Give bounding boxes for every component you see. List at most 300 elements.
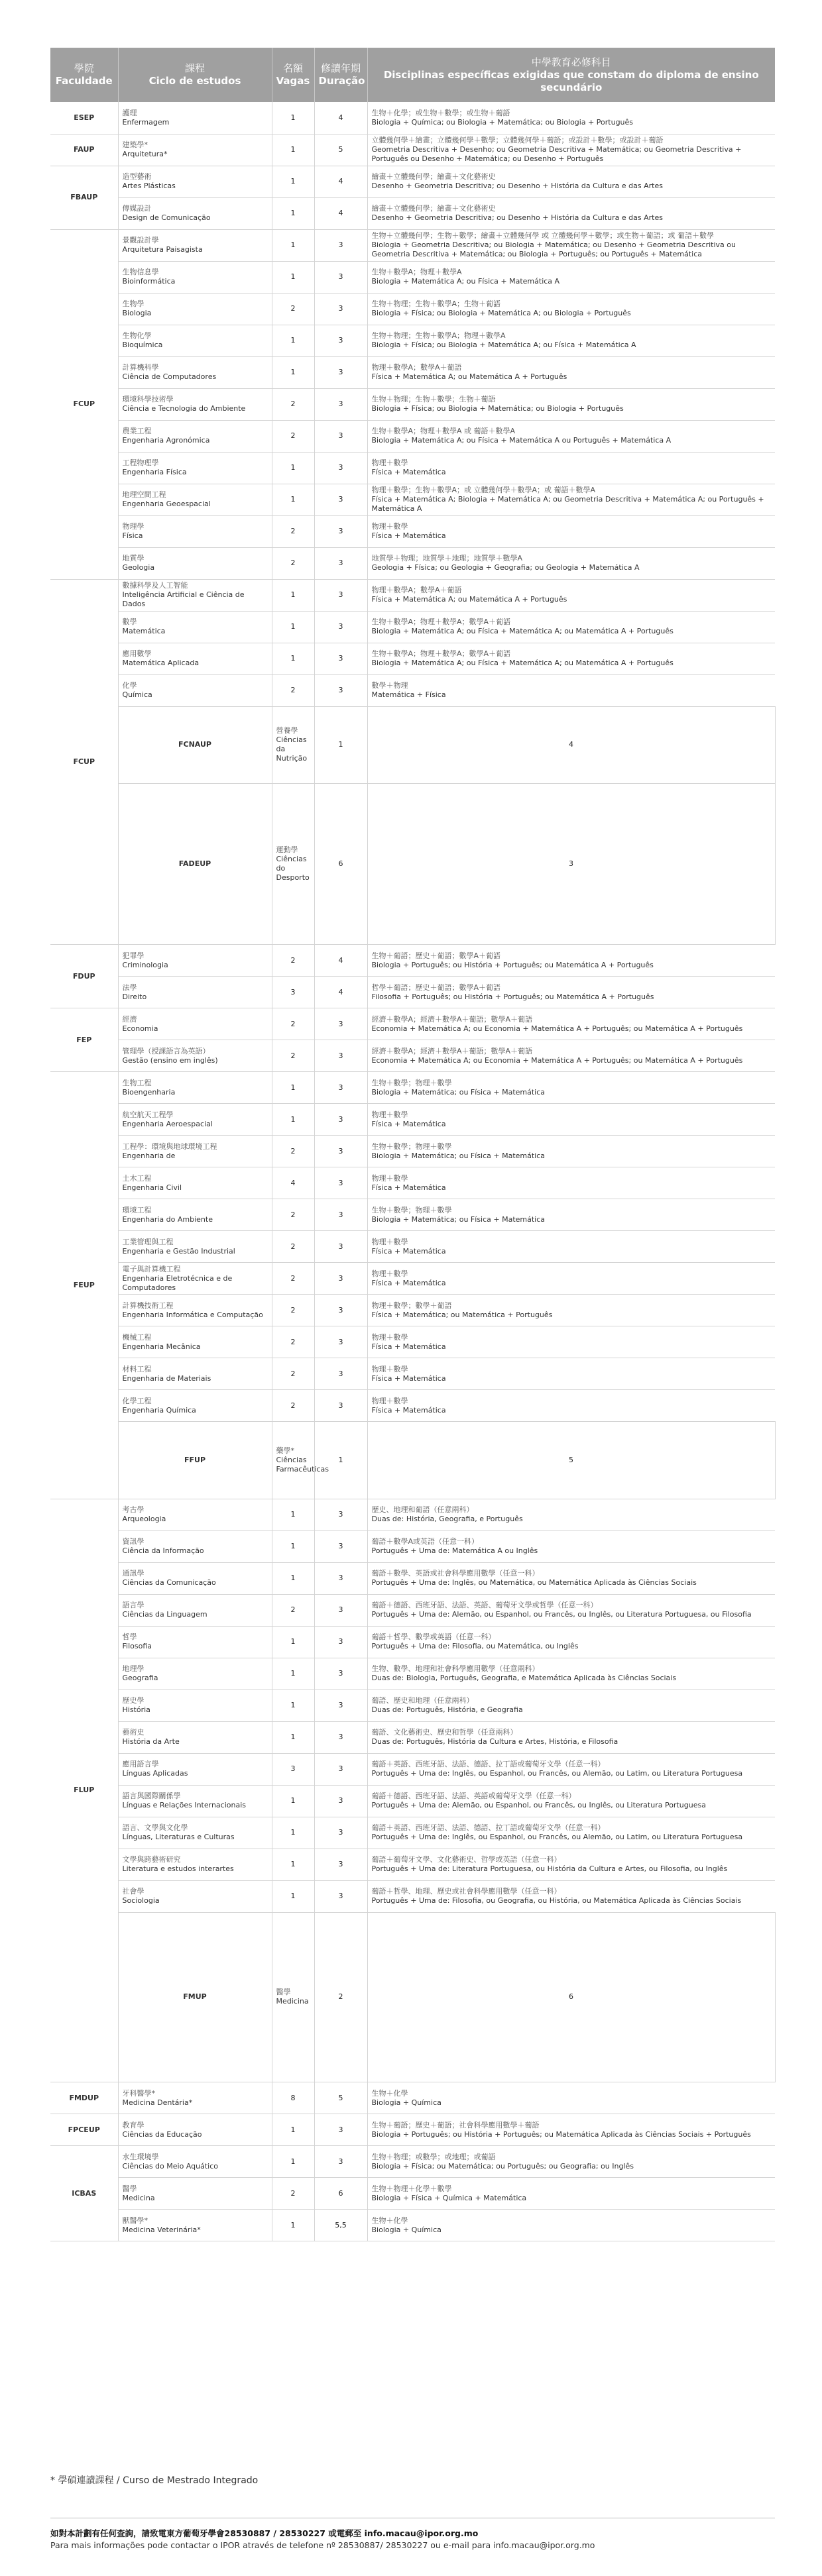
- course-name-pt: Arqueologia: [122, 1515, 166, 1523]
- faculty-cell: FEUP: [50, 1072, 118, 1499]
- table-row: [50, 1231, 775, 1263]
- course-cell: [118, 134, 272, 166]
- requirements-zh: 物理＋數學: [371, 522, 408, 531]
- requirements-pt: Duas de: Português, História da Cultura e Artes, História, e Filosofia: [371, 1737, 618, 1746]
- header-faculty: 學院 Faculdade: [50, 48, 118, 102]
- course-name-pt: Economia: [122, 1024, 158, 1033]
- course-name-zh: 環境科學技術學: [122, 395, 174, 403]
- duration-cell: 3: [314, 2146, 367, 2178]
- requirements-pt: Biologia + Física + Química + Matemática: [371, 2193, 527, 2202]
- course-cell: [118, 452, 272, 484]
- course-name-zh: 通訊學: [122, 1569, 145, 1578]
- course-name-pt: Literatura e estudos interartes: [122, 1864, 234, 1873]
- course-cell: [118, 515, 272, 547]
- requirements-cell: [367, 1072, 775, 1104]
- requirements-pt: Biologia + Química: [371, 2098, 441, 2107]
- requirements-cell: [367, 945, 775, 977]
- course-cell: [118, 611, 272, 643]
- requirements-pt: Economia + Matemática A; ou Economia + Matemática A + Português; ou Matemática A + Português: [371, 1024, 743, 1033]
- vagas-cell: 1: [272, 2146, 314, 2178]
- duration-cell: 6: [367, 1912, 775, 2082]
- contact-info: [50, 2518, 775, 2551]
- table-row: [50, 1326, 775, 1358]
- course-name-zh: 水生環境學: [122, 2152, 159, 2161]
- course-cell: [272, 706, 314, 784]
- course-name-pt: Design de Comunicação: [122, 213, 211, 222]
- requirements-pt: Física + Matemática: [371, 1183, 446, 1192]
- requirements-zh: 葡語、歷史和地理（任意兩科）: [371, 1696, 474, 1705]
- requirements-cell: [367, 1499, 775, 1530]
- duration-cell: 4: [367, 706, 775, 784]
- vagas-cell: 2: [272, 1295, 314, 1326]
- vagas-cell: 1: [272, 1104, 314, 1136]
- course-name-zh: 景觀設計學: [122, 236, 159, 244]
- requirements-pt: Física + Matemática: [371, 1246, 446, 1256]
- course-cell: [118, 261, 272, 293]
- vagas-cell: 1: [272, 579, 314, 611]
- requirements-cell: [367, 1040, 775, 1072]
- course-cell: [118, 1530, 272, 1562]
- course-name-pt: Ciência e Tecnologia do Ambiente: [122, 404, 246, 413]
- course-name-zh: 計算機技術工程: [122, 1301, 174, 1310]
- requirements-pt: Português + Uma de: Literatura Portuguesa, ou História da Cultura e Artes, ou Filosofia, ou Inglês: [371, 1864, 728, 1873]
- requirements-pt: Português + Uma de: Matemática A ou Inglês: [371, 1546, 538, 1555]
- requirements-cell: [367, 484, 775, 515]
- vagas-cell: 1: [272, 1562, 314, 1594]
- table-row: [50, 452, 775, 484]
- requirements-pt: Biologia + Física; ou Biologia + Matemática A; ou Física + Matemática A: [371, 341, 636, 349]
- requirements-cell: [367, 2178, 775, 2210]
- requirements-pt: Biologia + Português; ou História + Português; ou Matemática Aplicada às Ciências Sociais + Português: [371, 2129, 751, 2139]
- vagas-cell: 1: [272, 1658, 314, 1690]
- table-row: [50, 1040, 775, 1072]
- header-course: 課程 Ciclo de estudos: [118, 48, 272, 102]
- table-row: [50, 293, 775, 325]
- duration-cell: 4: [314, 166, 367, 197]
- course-cell: [118, 1753, 272, 1785]
- faculty-cell: FMDUP: [50, 2082, 118, 2114]
- requirements-zh: 生物＋立體幾何學；生物＋數學；繪畫＋立體幾何學 或 立體幾何學＋數學；或生物＋葡語；或 葡語＋數學: [371, 231, 714, 240]
- duration-cell: 3: [314, 1358, 367, 1390]
- vagas-cell: 2: [272, 674, 314, 706]
- vagas-cell: 1: [272, 1849, 314, 1880]
- duration-cell: 3: [314, 515, 367, 547]
- requirements-cell: [367, 1263, 775, 1295]
- course-name-zh: 地理學: [122, 1664, 145, 1673]
- requirements-pt: Biologia + Matemática; ou Física + Matemática: [371, 1087, 546, 1097]
- table-row: [50, 2146, 775, 2178]
- requirements-zh: 物理＋數學: [371, 1396, 408, 1405]
- footnote: * 學碩連讀課程 / Curso de Mestrado Integrado: [50, 2475, 259, 2486]
- course-name-pt: Engenharia Informática e Computação: [122, 1310, 263, 1319]
- duration-cell: 3: [314, 1040, 367, 1072]
- duration-cell: 3: [314, 261, 367, 293]
- duration-cell: 3: [367, 784, 775, 945]
- requirements-cell: [367, 515, 775, 547]
- vagas-cell: 2: [272, 2178, 314, 2210]
- duration-cell: 3: [314, 643, 367, 674]
- table-row: [50, 1358, 775, 1390]
- duration-cell: 3: [314, 1594, 367, 1626]
- requirements-cell: [367, 1231, 775, 1263]
- course-name-zh: 語言學: [122, 1601, 145, 1609]
- course-name-pt: Biologia: [122, 309, 152, 317]
- course-cell: [118, 1326, 272, 1358]
- requirements-cell: [367, 229, 775, 261]
- course-name-zh: 歷史學: [122, 1696, 145, 1705]
- course-name-pt: Engenharia de Materiais: [122, 1373, 211, 1383]
- requirements-zh: 葡語＋葡萄牙文學、文化藝術史、哲學或英語（任意一科）: [371, 1855, 561, 1864]
- course-name-pt: Artes Plásticas: [122, 182, 176, 190]
- faculty-cell: FEP: [50, 1008, 118, 1072]
- duration-cell: 4: [314, 102, 367, 134]
- requirements-zh: 生物＋物理；或數學；或地理；或葡語: [371, 2152, 496, 2161]
- table-row: [50, 1849, 775, 1880]
- requirements-zh: 葡語＋哲學、數學或英語（任意一科）: [371, 1633, 496, 1641]
- duration-cell: 3: [314, 1008, 367, 1040]
- vagas-cell: 6: [314, 784, 367, 945]
- duration-cell: 3: [314, 1136, 367, 1167]
- courses-table: [50, 48, 775, 2241]
- vagas-cell: 1: [272, 1530, 314, 1562]
- faculty-cell: FMUP: [118, 1912, 272, 2082]
- requirements-pt: Biologia + Geometria Descritiva; ou Biologia + Matemática; ou Desenho + Geometria Descritiva ou Geometria Descritiva + Matemática; ou Biologia + Português; ou Português + Matemática: [371, 241, 736, 258]
- table-row: [50, 1104, 775, 1136]
- duration-cell: 3: [314, 1263, 367, 1295]
- table-row: [50, 1817, 775, 1849]
- requirements-pt: Desenho + Geometria Descritiva; ou Desenho + História da Cultura e das Artes: [371, 182, 663, 190]
- requirements-pt: Duas de: Biologia, Português, Geografia, e Matemática Aplicada às Ciências Sociais: [371, 1674, 677, 1682]
- requirements-zh: 物理＋數學: [371, 1364, 408, 1373]
- vagas-cell: 3: [272, 1753, 314, 1785]
- requirements-pt: Física + Matemática: [371, 1278, 446, 1287]
- requirements-cell: [367, 1104, 775, 1136]
- vagas-cell: 2: [272, 1326, 314, 1358]
- course-name-pt: Sociologia: [122, 1896, 160, 1905]
- table-row: [50, 1785, 775, 1817]
- faculty-cell: FFUP: [118, 1422, 272, 1499]
- course-cell: [118, 1594, 272, 1626]
- course-name-pt: Engenharia e Gestão Industrial: [122, 1246, 235, 1256]
- course-name-zh: 生物工程: [122, 1078, 152, 1087]
- course-name-pt: Ciência da Informação: [122, 1546, 204, 1555]
- table-row: [50, 1594, 775, 1626]
- requirements-pt: Português + Uma de: Alemão, ou Espanhol, ou Francês, ou Inglês, ou Literatura Portuguesa: [371, 1801, 706, 1809]
- course-name-zh: 藥學*: [276, 1446, 294, 1455]
- requirements-zh: 生物＋數學；物理＋數學: [371, 1142, 452, 1151]
- vagas-cell: 1: [272, 325, 314, 356]
- requirements-pt: Biologia + Matemática A; ou Física + Matemática A: [371, 277, 560, 286]
- course-name-pt: Medicina Veterinária*: [122, 2225, 201, 2234]
- requirements-cell: [367, 293, 775, 325]
- requirements-cell: [367, 1849, 775, 1880]
- table-row: [50, 1658, 775, 1690]
- requirements-zh: 生物＋數學A；物理＋數學A 或 葡語＋數學A: [371, 427, 516, 435]
- course-name-pt: Medicina Dentária*: [122, 2098, 193, 2107]
- vagas-cell: 1: [272, 197, 314, 229]
- course-cell: [272, 784, 314, 945]
- course-name-pt: Ciências da Educação: [122, 2129, 202, 2139]
- requirements-zh: 數學＋物理: [371, 681, 408, 690]
- requirements-cell: [367, 452, 775, 484]
- course-name-zh: 語言與國際關係學: [122, 1792, 181, 1800]
- table-row: [50, 1690, 775, 1721]
- table-row: [50, 1263, 775, 1295]
- requirements-pt: Biologia + Matemática; ou Física + Matemática: [371, 1151, 546, 1160]
- duration-cell: 3: [314, 229, 367, 261]
- requirements-pt: Geometria Descritiva + Desenho; ou Geometria Descritiva + Matemática; ou Geometria Descritiva + Português ou Desenho + Matemática; ou Desenho + Português: [371, 145, 742, 163]
- course-cell: [118, 1231, 272, 1263]
- vagas-cell: 2: [272, 945, 314, 977]
- table-row: [50, 515, 775, 547]
- course-name-zh: 資訊學: [122, 1537, 145, 1546]
- duration-cell: 3: [314, 1167, 367, 1199]
- duration-cell: 3: [314, 1231, 367, 1263]
- vagas-cell: 1: [272, 1721, 314, 1753]
- course-cell: [118, 1817, 272, 1849]
- course-name-pt: Engenharia Geoespacial: [122, 500, 211, 508]
- requirements-cell: [367, 1530, 775, 1562]
- requirements-cell: [367, 1690, 775, 1721]
- course-name-zh: 牙科醫學*: [122, 2088, 155, 2098]
- faculty-cell: FAUP: [50, 134, 118, 166]
- duration-cell: 3: [314, 1530, 367, 1562]
- requirements-zh: 生物＋物理；生物＋數學A；生物＋葡語: [371, 299, 501, 308]
- course-cell: [118, 1263, 272, 1295]
- requirements-cell: [367, 2210, 775, 2241]
- course-cell: [118, 1040, 272, 1072]
- requirements-cell: [367, 1658, 775, 1690]
- requirements-cell: [367, 1594, 775, 1626]
- requirements-zh: 物理＋數學: [371, 1173, 408, 1183]
- course-name-zh: 工業管理與工程: [122, 1237, 174, 1246]
- course-name-pt: Engenharia Mecânica: [122, 1342, 201, 1351]
- requirements-cell: [367, 420, 775, 452]
- faculty-cell: ICBAS: [50, 2146, 118, 2241]
- requirements-cell: [367, 134, 775, 166]
- course-name-zh: 航空航天工程學: [122, 1110, 174, 1119]
- table-row: [50, 102, 775, 134]
- course-name-pt: Engenharia de: [122, 1151, 176, 1160]
- requirements-zh: 生物＋數學；物理＋數學: [371, 1205, 452, 1214]
- course-cell: [118, 1626, 272, 1658]
- course-cell: [118, 102, 272, 134]
- requirements-cell: [367, 261, 775, 293]
- requirements-pt: Física + Matemática A; ou Matemática A + Português: [371, 595, 567, 604]
- requirements-cell: [367, 325, 775, 356]
- vagas-cell: 2: [272, 1199, 314, 1231]
- duration-cell: 3: [314, 1817, 367, 1849]
- duration-cell: 3: [314, 1295, 367, 1326]
- vagas-cell: 3: [272, 977, 314, 1008]
- course-name-zh: 農業工程: [122, 427, 152, 435]
- requirements-zh: 物理＋數學: [371, 1110, 408, 1119]
- course-name-pt: Engenharia Aeroespacial: [122, 1119, 213, 1128]
- vagas-cell: 2: [272, 1263, 314, 1295]
- requirements-pt: Biologia + Matemática; ou Física + Matemática: [371, 1214, 546, 1224]
- course-name-zh: 電子與計算機工程: [122, 1264, 181, 1273]
- requirements-zh: 歷史、地理和葡語（任意兩科）: [371, 1505, 474, 1514]
- course-cell: [118, 197, 272, 229]
- course-name-zh: 生物化學: [122, 331, 152, 340]
- course-name-pt: Matemática Aplicada: [122, 659, 200, 667]
- course-name-pt: Engenharia Física: [122, 468, 187, 476]
- vagas-cell: 2: [272, 1390, 314, 1422]
- course-name-zh: 營養學: [276, 726, 298, 735]
- course-name-pt: Bioinformática: [122, 277, 176, 286]
- table-row: [50, 2178, 775, 2210]
- course-name-pt: Arquitetura*: [122, 150, 168, 158]
- duration-cell: 4: [314, 977, 367, 1008]
- course-name-pt: Matemática: [122, 627, 166, 635]
- duration-cell: 3: [314, 1626, 367, 1658]
- table-row: [50, 643, 775, 674]
- duration-cell: 3: [314, 1072, 367, 1104]
- course-name-pt: Bioquímica: [122, 341, 163, 349]
- faculty-cell: FPCEUP: [50, 2114, 118, 2146]
- duration-cell: 3: [314, 356, 367, 388]
- vagas-cell: 1: [272, 1499, 314, 1530]
- table-row: [50, 1562, 775, 1594]
- requirements-pt: Português + Uma de: Inglês, ou Espanhol, ou Francês, ou Alemão, ou Latim, ou Literatura Portuguesa: [371, 1833, 743, 1841]
- duration-cell: 3: [314, 452, 367, 484]
- requirements-zh: 物理＋數學；生物＋數學A；或 立體幾何學＋數學A；或 葡語＋數學A: [371, 486, 596, 494]
- requirements-zh: 立體幾何學＋繪畫；立體幾何學＋數學；立體幾何學＋葡語；或設計＋數學；或設計＋葡語: [371, 136, 664, 144]
- table-row: [50, 706, 775, 784]
- requirements-cell: [367, 1721, 775, 1753]
- course-cell: [118, 293, 272, 325]
- course-cell: [272, 1912, 314, 2082]
- course-name-pt: Engenharia Civil: [122, 1183, 182, 1192]
- requirements-pt: Duas de: História, Geografia, e Português: [371, 1515, 523, 1523]
- requirements-zh: 生物＋物理；生物＋數學；生物＋葡語: [371, 395, 496, 403]
- course-name-pt: Inteligência Artificial e Ciência de Dados: [122, 590, 245, 608]
- vagas-cell: 1: [272, 261, 314, 293]
- course-name-zh: 傳媒設計: [122, 204, 152, 213]
- requirements-pt: Física + Matemática A; Biologia + Matemática A; ou Geometria Descritiva + Matemática A; ou Português + Matemática A: [371, 495, 764, 513]
- course-name-zh: 藝術史: [122, 1728, 145, 1737]
- table-row: [50, 2210, 775, 2241]
- faculty-cell: FCNAUP: [118, 706, 272, 784]
- course-cell: [118, 1295, 272, 1326]
- course-name-pt: Ciências da Comunicação: [122, 1578, 216, 1587]
- faculty-cell: FADEUP: [118, 784, 272, 945]
- requirements-cell: [367, 2146, 775, 2178]
- course-name-zh: 土木工程: [122, 1173, 152, 1183]
- course-cell: [118, 1690, 272, 1721]
- contact-pt: Para mais informações pode contactar o IPOR através de telefone nº 28530887/ 28530227 ou e-mail para info.macau@ipor.org.mo: [50, 2540, 595, 2550]
- duration-cell: 4: [314, 197, 367, 229]
- course-name-zh: 哲學: [122, 1633, 137, 1641]
- table-row: [50, 1136, 775, 1167]
- duration-cell: 3: [314, 1499, 367, 1530]
- requirements-pt: Biologia + Português; ou História + Português; ou Matemática A + Português: [371, 960, 654, 969]
- course-name-pt: Química: [122, 690, 152, 699]
- course-cell: [118, 1880, 272, 1912]
- requirements-pt: Biologia + Química; ou Biologia + Matemática; ou Biologia + Português: [371, 117, 634, 127]
- faculty-cell: FCUP: [50, 229, 118, 579]
- table-row: [50, 325, 775, 356]
- requirements-zh: 葡語＋哲學、地理、歷史或社會科學應用數學（任意一科）: [371, 1887, 561, 1896]
- course-name-pt: Geologia: [122, 563, 155, 572]
- course-cell: [118, 484, 272, 515]
- requirements-pt: Português + Uma de: Inglês, ou Matemática, ou Matemática Aplicada às Ciências Sociais: [371, 1578, 697, 1587]
- requirements-zh: 生物＋數學；物理＋數學: [371, 1078, 452, 1087]
- course-name-zh: 環境工程: [122, 1205, 152, 1214]
- vagas-cell: 2: [272, 388, 314, 420]
- requirements-cell: [367, 1199, 775, 1231]
- requirements-zh: 經濟＋數學A；經濟＋數學A＋葡語；數學A＋葡語: [371, 1014, 533, 1024]
- course-name-zh: 材料工程: [122, 1364, 152, 1373]
- course-name-zh: 地質學: [122, 554, 145, 563]
- vagas-cell: 4: [272, 1167, 314, 1199]
- requirements-zh: 生物＋物理；生物＋數學A；物理＋數學A: [371, 331, 506, 340]
- vagas-cell: 2: [272, 547, 314, 579]
- course-cell: [118, 1721, 272, 1753]
- course-cell: [118, 1072, 272, 1104]
- vagas-cell: 1: [272, 2114, 314, 2146]
- vagas-cell: 2: [272, 1231, 314, 1263]
- course-cell: [118, 1167, 272, 1199]
- course-name-zh: 語言、文學與文化學: [122, 1823, 188, 1832]
- duration-cell: 3: [314, 325, 367, 356]
- duration-cell: 5,5: [314, 2210, 367, 2241]
- requirements-zh: 生物＋物理＋化學＋數學: [371, 2184, 452, 2193]
- table-row: [50, 1880, 775, 1912]
- table-row: [50, 229, 775, 261]
- table-row: [50, 1390, 775, 1422]
- header-duration: 修讀年期 Duração: [314, 48, 367, 102]
- requirements-zh: 生物、數學、地理和社會科學應用數學（任意兩科）: [371, 1664, 540, 1673]
- course-name-zh: 生物學: [122, 299, 145, 308]
- duration-cell: 3: [314, 1390, 367, 1422]
- course-cell: [118, 420, 272, 452]
- course-cell: [118, 579, 272, 611]
- duration-cell: 5: [367, 1422, 775, 1499]
- course-name-pt: Línguas e Relações Internacionais: [122, 1801, 247, 1809]
- requirements-pt: Biologia + Matemática A; ou Física + Matemática A ou Português + Matemática A: [371, 436, 672, 445]
- course-name-pt: Línguas Aplicadas: [122, 1769, 188, 1778]
- vagas-cell: 1: [272, 1785, 314, 1817]
- course-name-pt: Criminologia: [122, 960, 168, 969]
- requirements-zh: 葡語＋英語、西班牙語、法語、德語、拉丁語或葡萄牙文學（任意一科）: [371, 1823, 605, 1832]
- duration-cell: 3: [314, 1785, 367, 1817]
- course-cell: [118, 2114, 272, 2146]
- requirements-pt: Física + Matemática A; ou Matemática A + Português: [371, 372, 567, 381]
- requirements-pt: Português + Uma de: Alemão, ou Espanhol, ou Francês, ou Inglês, ou Literatura Portuguesa, ou Filosofia: [371, 1610, 752, 1619]
- vagas-cell: 1: [272, 2210, 314, 2241]
- requirements-cell: [367, 579, 775, 611]
- table-row: [50, 1008, 775, 1040]
- table-row: [50, 2114, 775, 2146]
- course-cell: [118, 2178, 272, 2210]
- requirements-cell: [367, 611, 775, 643]
- course-name-pt: Ciências Farmacêuticas: [276, 1455, 329, 1474]
- requirements-zh: 地質學＋物理；地質學＋地理；地質學＋數學A: [371, 554, 523, 563]
- table-row: [50, 356, 775, 388]
- requirements-pt: Física + Matemática: [371, 1373, 446, 1383]
- requirements-cell: [367, 1390, 775, 1422]
- table-row: [50, 977, 775, 1008]
- vagas-cell: 1: [272, 229, 314, 261]
- course-cell: [118, 1390, 272, 1422]
- requirements-pt: Geologia + Física; ou Geologia + Geografia; ou Geologia + Matemática A: [371, 563, 640, 572]
- duration-cell: 3: [314, 1880, 367, 1912]
- requirements-pt: Biologia + Física; ou Biologia + Matemática A; ou Biologia + Português: [371, 309, 631, 317]
- duration-cell: 5: [314, 134, 367, 166]
- table-row: [50, 1912, 775, 2082]
- duration-cell: 3: [314, 388, 367, 420]
